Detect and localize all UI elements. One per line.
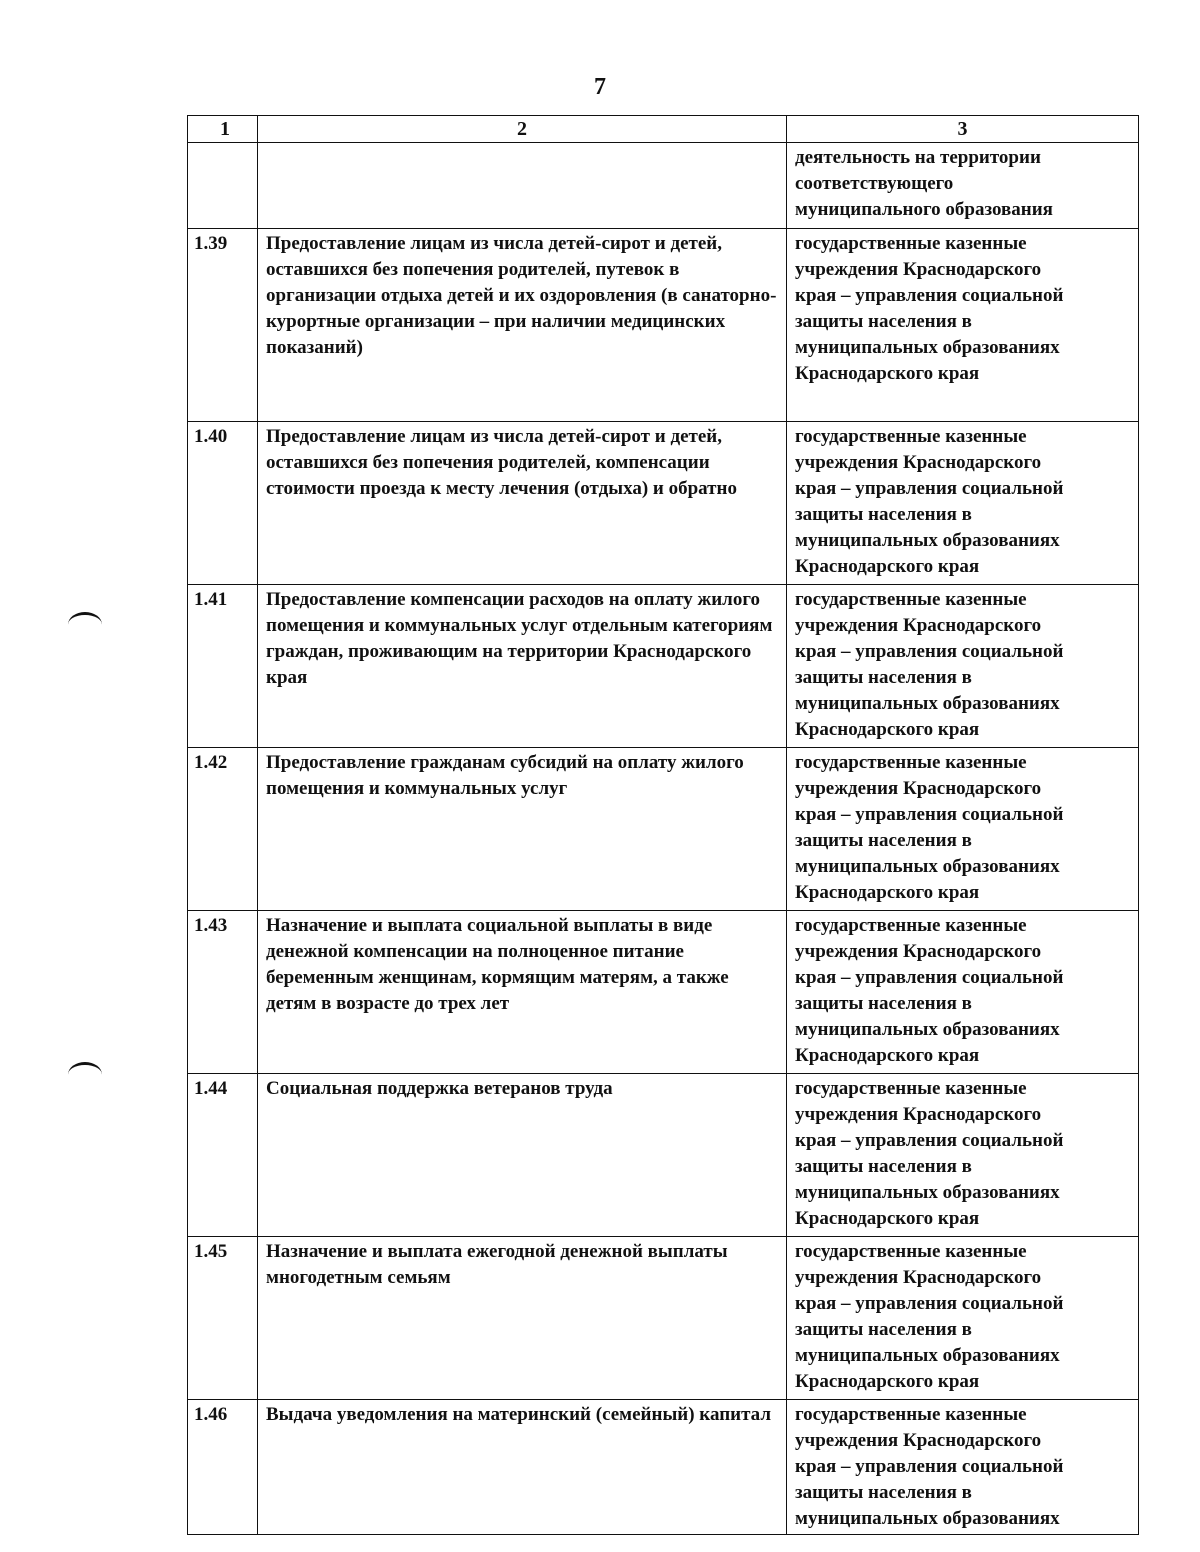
organization-line: края – управления социальной	[795, 641, 1064, 662]
organization-cell	[787, 1074, 1139, 1237]
table-header-row	[188, 116, 1139, 143]
row-number-cell	[188, 143, 258, 229]
row-number-cell: 1.46	[188, 1400, 258, 1535]
organization-line: муниципальных образованиях	[795, 530, 1060, 551]
service-cell: Предоставление компенсации расходов на оплату жилого помещения и коммунальных услуг отдельным категориям граждан, проживающим на территории Краснодарского края	[258, 585, 787, 748]
organization-cell	[787, 1400, 1139, 1535]
organization-cell	[787, 143, 1139, 229]
row-number-cell: 1.42	[188, 748, 258, 911]
service-cell: Предоставление лицам из числа детей-сирот и детей, оставшихся без попечения родителей, путевок в организации отдыха детей и их оздоровления (в санаторно-курортные организации – при наличии медицинских показаний)	[258, 229, 787, 422]
column-header-organization: 3	[787, 116, 1139, 143]
organization-line: Краснодарского края	[795, 719, 980, 740]
organization-line: государственные казенные	[795, 915, 1027, 936]
table-row	[188, 1074, 1139, 1237]
service-cell	[258, 143, 787, 229]
service-cell: Предоставление лицам из числа детей-сирот и детей, оставшихся без попечения родителей, компенсации стоимости проезда к месту лечения (отдыха) и обратно	[258, 422, 787, 585]
organization-line: края – управления социальной	[795, 804, 1064, 825]
service-cell: Выдача уведомления на материнский (семейный) капитал	[258, 1400, 787, 1535]
organization-line: муниципальных образованиях	[795, 1182, 1060, 1203]
organization-line: муниципального образования	[795, 199, 1053, 220]
row-number-cell: 1.40	[188, 422, 258, 585]
row-number-cell: 1.41	[188, 585, 258, 748]
organization-line: государственные казенные	[795, 589, 1027, 610]
service-cell: Социальная поддержка ветеранов труда	[258, 1074, 787, 1237]
organization-cell	[787, 585, 1139, 748]
organization-line: Краснодарского края	[795, 882, 980, 903]
organization-line: края – управления социальной	[795, 285, 1064, 306]
organization-line: края – управления социальной	[795, 478, 1064, 499]
organization-line: края – управления социальной	[795, 1456, 1064, 1477]
organization-line: защиты населения в	[795, 667, 972, 688]
organization-line: учреждения Краснодарского	[795, 941, 1042, 962]
organization-line: учреждения Краснодарского	[795, 259, 1042, 280]
table-row	[188, 229, 1139, 422]
organization-line: деятельность на территории	[795, 147, 1041, 168]
table-row	[188, 1400, 1139, 1535]
organization-line: государственные казенные	[795, 1404, 1027, 1425]
organization-line: защиты населения в	[795, 1156, 972, 1177]
organization-line: муниципальных образованиях	[795, 337, 1060, 358]
organization-cell	[787, 422, 1139, 585]
table-row	[188, 1237, 1139, 1400]
service-cell: Назначение и выплата ежегодной денежной выплаты многодетным семьям	[258, 1237, 787, 1400]
organization-line: защиты населения в	[795, 1482, 972, 1503]
page-number: 7	[594, 74, 606, 100]
organization-line: учреждения Краснодарского	[795, 615, 1042, 636]
organization-line: соответствующего	[795, 173, 954, 194]
organization-cell	[787, 1237, 1139, 1400]
organization-cell	[787, 911, 1139, 1074]
organization-line: защиты населения в	[795, 1319, 972, 1340]
row-number-cell: 1.44	[188, 1074, 258, 1237]
organization-cell	[787, 229, 1139, 422]
table-row	[188, 585, 1139, 748]
organization-line: защиты населения в	[795, 504, 972, 525]
services-table	[187, 115, 1139, 1535]
service-cell: Предоставление гражданам субсидий на оплату жилого помещения и коммунальных услуг	[258, 748, 787, 911]
organization-cell	[787, 748, 1139, 911]
organization-line: края – управления социальной	[795, 1293, 1064, 1314]
organization-line: учреждения Краснодарского	[795, 452, 1042, 473]
organization-line: учреждения Краснодарского	[795, 1104, 1042, 1125]
row-number-cell: 1.39	[188, 229, 258, 422]
binder-hole-mark-top	[68, 612, 102, 637]
organization-line: Краснодарского края	[795, 556, 980, 577]
organization-line: Краснодарского края	[795, 1045, 980, 1066]
organization-line: государственные казенные	[795, 426, 1027, 447]
organization-line: муниципальных образованиях	[795, 693, 1060, 714]
table-row	[188, 422, 1139, 585]
column-header-service: 2	[258, 116, 787, 143]
table-row	[188, 911, 1139, 1074]
row-number-cell: 1.43	[188, 911, 258, 1074]
organization-line: муниципальных образованиях	[795, 856, 1060, 877]
row-number-cell: 1.45	[188, 1237, 258, 1400]
organization-line: государственные казенные	[795, 752, 1027, 773]
organization-line: муниципальных образованиях	[795, 1345, 1060, 1366]
organization-line: государственные казенные	[795, 1241, 1027, 1262]
organization-line: государственные казенные	[795, 1078, 1027, 1099]
column-header-number: 1	[188, 116, 258, 143]
table-row-continuation	[188, 143, 1139, 229]
organization-line: края – управления социальной	[795, 1130, 1064, 1151]
organization-line: защиты населения в	[795, 993, 972, 1014]
organization-line: защиты населения в	[795, 830, 972, 851]
table-row	[188, 748, 1139, 911]
organization-line: Краснодарского края	[795, 1371, 980, 1392]
organization-line: учреждения Краснодарского	[795, 1430, 1042, 1451]
service-cell: Назначение и выплата социальной выплаты в виде денежной компенсации на полноценное питание беременным женщинам, кормящим матерям, а также детям в возрасте до трех лет	[258, 911, 787, 1074]
binder-hole-mark-bottom	[68, 1062, 102, 1087]
organization-line: муниципальных образованиях	[795, 1019, 1060, 1040]
organization-line: учреждения Краснодарского	[795, 778, 1042, 799]
organization-line: Краснодарского края	[795, 1208, 980, 1229]
organization-line: защиты населения в	[795, 311, 972, 332]
organization-line: муниципальных образованиях	[795, 1508, 1060, 1529]
organization-line: учреждения Краснодарского	[795, 1267, 1042, 1288]
organization-line: края – управления социальной	[795, 967, 1064, 988]
organization-line: Краснодарского края	[795, 363, 980, 384]
organization-line: государственные казенные	[795, 233, 1027, 254]
